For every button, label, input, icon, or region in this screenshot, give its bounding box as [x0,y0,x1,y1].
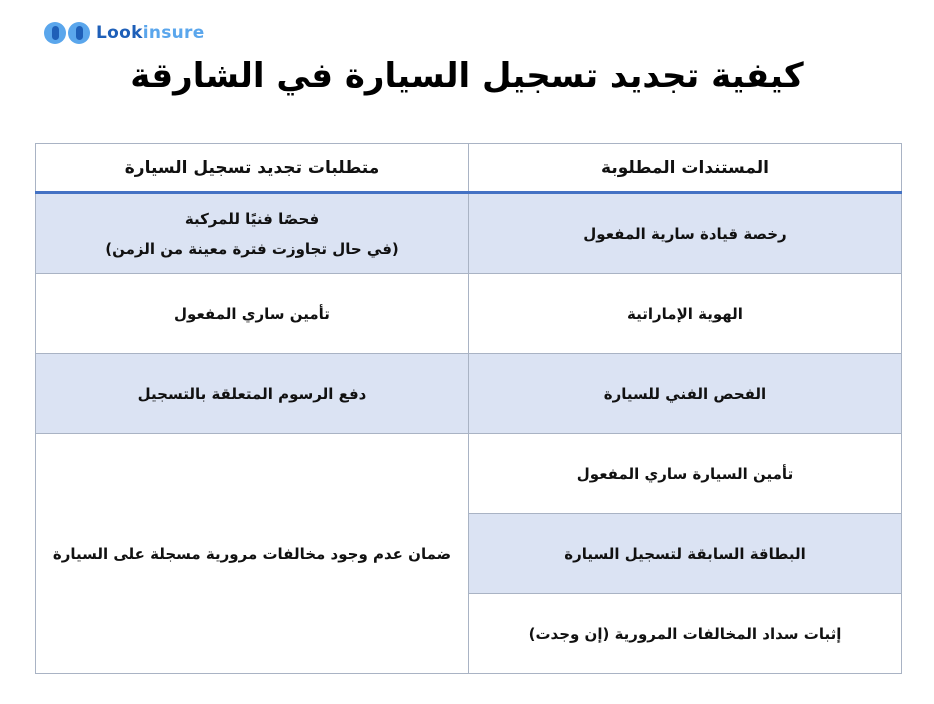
requirements-table [35,143,902,674]
document-cell: إثبات سداد المخالفات المرورية (إن وجدت) [469,594,902,674]
logo-eyes-icon [44,22,90,44]
requirement-cell [36,193,469,274]
table-row [36,274,902,354]
document-cell: البطاقة السابقة لتسجيل السيارة [469,514,902,594]
document-cell: الهوية الإماراتية [469,274,902,354]
header-requirements: متطلبات تجديد تسجيل السيارة [36,144,469,193]
logo-wordmark [96,23,205,43]
table-header-row [36,144,902,193]
page-title: كيفية تجديد تسجيل السيارة في الشارقة [130,56,804,96]
requirement-cell: دفع الرسوم المتعلقة بالتسجيل [36,354,469,434]
table-row [36,434,902,514]
logo-eye-right-icon [68,22,90,44]
requirement-note: (في حال تجاوزت فترة معينة من الزمن) [105,239,399,258]
lookinsure-logo [44,22,205,44]
header-documents: المستندات المطلوبة [469,144,902,193]
requirement-cell-merged: ضمان عدم وجود مخالفات مرورية مسجلة على السيارة [36,434,469,674]
document-cell: الفحص الفني للسيارة [469,354,902,434]
document-cell: رخصة قيادة سارية المفعول [469,193,902,274]
requirement-cell: تأمين ساري المفعول [36,274,469,354]
document-cell: تأمين السيارة ساري المفعول [469,434,902,514]
logo-eye-left-icon [44,22,66,44]
logo-text-insure: insure [142,23,205,43]
table-row [36,193,902,274]
requirement-line: فحصًا فنيًا للمركبة [184,209,320,228]
logo-text-look: Look [96,23,143,43]
table-row [36,354,902,434]
